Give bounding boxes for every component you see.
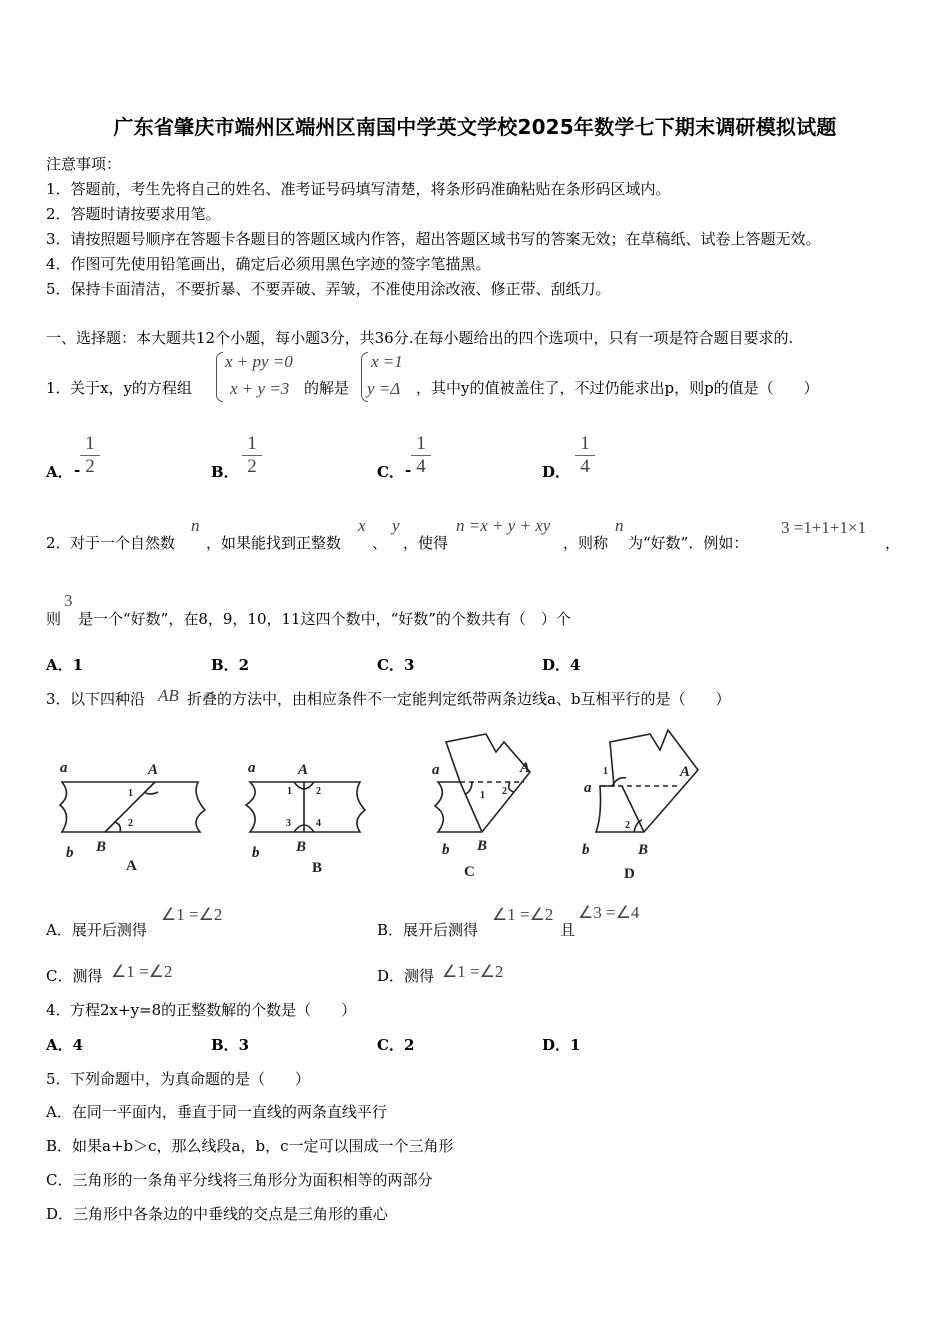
- fig-c-angle-1: 1: [480, 790, 485, 801]
- fig-a-angle-1: 1: [128, 788, 133, 799]
- q1-option-d-fraction: [573, 434, 597, 477]
- fraction-numerator: 1: [247, 433, 257, 454]
- q2-option-b: B．2: [211, 656, 250, 674]
- q3-option-a-math: ∠1 =∠2: [161, 905, 223, 924]
- fig-b-caption: B: [312, 860, 323, 876]
- q3-option-a: A．展开后测得: [46, 921, 147, 939]
- section-heading: 一、选择题：本大题共12个小题，每小题3分，共36分.在每小题给出的四个选项中，只有一项是符合题目要求的.: [46, 329, 794, 347]
- q2-option-d: D．4: [542, 656, 581, 674]
- q2-text-2: ，如果能找到正整数: [206, 534, 342, 552]
- page-title: 广东省肇庆市端州区端州区南国中学英文学校2025年数学七下期末调研模拟试题: [113, 115, 837, 139]
- q2-example: 3 =1+1+1×1: [781, 518, 867, 537]
- fig-c-angle-2: 2: [502, 786, 507, 797]
- q1-sol-1: x =1: [371, 352, 403, 371]
- fraction-denominator: 2: [85, 456, 95, 477]
- fraction-numerator: 1: [85, 433, 95, 454]
- fig-a-label-b: b: [66, 845, 74, 861]
- q2-var-n: n: [191, 516, 200, 535]
- fig-d-label-a: a: [584, 780, 592, 796]
- q4-option-b: B．3: [211, 1036, 250, 1054]
- q5-number: 5．: [46, 1070, 71, 1088]
- q1-brace-1: [216, 352, 223, 402]
- fig-d-caption: D: [624, 866, 635, 882]
- q1-option-a-sign: -: [74, 461, 81, 479]
- fig-b-angle-2: 2: [316, 786, 321, 797]
- fig-d-label-upper-b: B: [638, 842, 649, 858]
- fig-c-label-b: b: [442, 842, 450, 858]
- q2-number: 2．: [46, 534, 71, 552]
- fig-a-label-a: a: [60, 760, 68, 776]
- fraction-numerator: 1: [416, 433, 426, 454]
- q2-text-7: 是一个“好数”，在8，9，10，11这四个数中，“好数”的个数共有（ ）个: [78, 610, 571, 628]
- q1-option-b-label: B．: [211, 463, 239, 481]
- q5-option-b: B．如果a+b＞c，那么线段a，b，c一定可以围成一个三角形: [46, 1137, 454, 1155]
- fraction-numerator: 1: [580, 433, 590, 454]
- q4-text: 方程2x+y=8的正整数解的个数是（ ）: [70, 1001, 357, 1019]
- q1-text-mid: 的解是: [304, 379, 350, 397]
- q2-sep: 、: [372, 534, 388, 552]
- q3-number: 3．: [46, 690, 71, 708]
- figure-b: [246, 782, 365, 832]
- q1-number: 1．: [46, 379, 71, 397]
- notice-heading: 注意事项：: [46, 155, 122, 173]
- q2-comma: ，: [885, 534, 901, 552]
- q3-ab: AB: [158, 686, 179, 705]
- fig-a-caption: A: [126, 858, 137, 874]
- q1-text-post: ，其中y的值被盖住了，不过仍能求出p，则p的值是（ ）: [416, 379, 819, 397]
- q1-option-b-fraction: [240, 434, 264, 477]
- q1-sol-2: y =Δ: [367, 379, 401, 398]
- fig-b-label-a: a: [248, 760, 256, 776]
- fig-a-label-upper-b: B: [96, 839, 107, 855]
- fig-b-angle-1: 1: [287, 786, 292, 797]
- q2-text-6: 则: [46, 610, 62, 628]
- q5-option-a: A．在同一平面内，垂直于同一直线的两条直线平行: [46, 1103, 387, 1121]
- q1-eq-2: x + y =3: [230, 379, 290, 398]
- q1-option-a-label: A．: [46, 463, 73, 481]
- fig-c-label-upper-a: A: [520, 760, 531, 776]
- q5-text: 下列命题中，为真命题的是（ ）: [70, 1070, 311, 1088]
- q2-text-1: 对于一个自然数: [70, 534, 176, 552]
- q2-text-3: ，使得: [403, 534, 449, 552]
- notice-item-3: 3．请按照题号顺序在答题卡各题目的答题区域内作答，超出答题区域书写的答案无效；在草稿纸、试卷上答题无效。: [46, 230, 821, 248]
- q3-option-b-math-2: ∠3 =∠4: [578, 903, 640, 922]
- fraction-denominator: 4: [580, 456, 590, 477]
- q2-option-c: C．3: [377, 656, 415, 674]
- q2-text-5: 为“好数”．例如：: [628, 534, 749, 552]
- q3-figures: [40, 720, 740, 890]
- q1-option-c-sign: -: [405, 461, 412, 479]
- fig-b-label-upper-a: A: [298, 762, 309, 778]
- notice-item-4: 4．作图可先使用铅笔画出，确定后必须用黑色字迹的签字笔描黑。: [46, 255, 491, 273]
- q4-option-d: D．1: [542, 1036, 581, 1054]
- fig-a-label-upper-a: A: [148, 762, 159, 778]
- fig-c-caption: C: [464, 864, 475, 880]
- fig-a-angle-2: 2: [128, 818, 133, 829]
- q2-option-a: A．1: [46, 656, 84, 674]
- q5-option-d: D．三角形中各条边的中垂线的交点是三角形的重心: [46, 1205, 389, 1223]
- fig-b-angle-4: 4: [316, 818, 321, 829]
- q1-text-pre: 关于x，y的方程组: [70, 379, 192, 397]
- fig-c-label-a: a: [432, 762, 440, 778]
- q3-option-d-math: ∠1 =∠2: [442, 962, 504, 981]
- q2-three: 3: [64, 591, 73, 610]
- q1-option-a-fraction: [78, 434, 102, 477]
- fig-b-angle-3: 3: [286, 818, 291, 829]
- q4-option-a: A．4: [46, 1036, 84, 1054]
- fig-d-label-b: b: [582, 842, 590, 858]
- q3-option-b-math-1: ∠1 =∠2: [492, 905, 554, 924]
- fraction-denominator: 2: [247, 456, 257, 477]
- q3-text-pre: 以下四种沿: [70, 690, 146, 708]
- figure-c: [435, 734, 530, 832]
- fig-d-angle-1: 1: [603, 766, 608, 777]
- q3-text-post: 折叠的方法中，由相应条件不一定能判定纸带两条边线a、b互相平行的是（ ）: [187, 690, 731, 708]
- q3-option-c-math: ∠1 =∠2: [111, 962, 173, 981]
- q2-var-y: y: [392, 516, 400, 535]
- q2-text-4: ，则称: [563, 534, 609, 552]
- fig-b-label-upper-b: B: [296, 839, 307, 855]
- q3-option-d: D．测得: [377, 967, 435, 985]
- q2-equation: n =x + y + xy: [456, 516, 551, 535]
- q1-eq-1: x + py =0: [225, 352, 293, 371]
- fig-c-label-upper-b: B: [477, 838, 488, 854]
- notice-item-5: 5．保持卡面清洁，不要折暴、不要弄破、弄皱，不准使用涂改液、修正带、刮纸刀。: [46, 280, 611, 298]
- q2-var-x: x: [358, 516, 366, 535]
- q2-var-n-2: n: [615, 516, 624, 535]
- fraction-denominator: 4: [416, 456, 426, 477]
- fig-d-angle-2: 2: [625, 820, 630, 831]
- q1-option-c-fraction: [409, 434, 433, 477]
- fig-b-label-b: b: [252, 845, 260, 861]
- q4-option-c: C．2: [377, 1036, 415, 1054]
- q5-option-c: C．三角形的一条角平分线将三角形分为面积相等的两部分: [46, 1171, 433, 1189]
- figure-d: [596, 730, 698, 832]
- q1-option-c-label: C．: [377, 463, 404, 481]
- q3-option-c: C．测得: [46, 967, 103, 985]
- q3-option-b: B．展开后测得: [377, 921, 479, 939]
- fig-d-label-upper-a: A: [680, 764, 691, 780]
- q4-number: 4．: [46, 1001, 71, 1019]
- q3-option-b-and: 且: [560, 921, 576, 939]
- notice-item-2: 2．答题时请按要求用笔。: [46, 205, 221, 223]
- notice-item-1: 1．答题前，考生先将自己的姓名、准考证号码填写清楚，将条形码准确粘贴在条形码区域内。: [46, 180, 671, 198]
- q1-option-d-label: D．: [542, 463, 571, 481]
